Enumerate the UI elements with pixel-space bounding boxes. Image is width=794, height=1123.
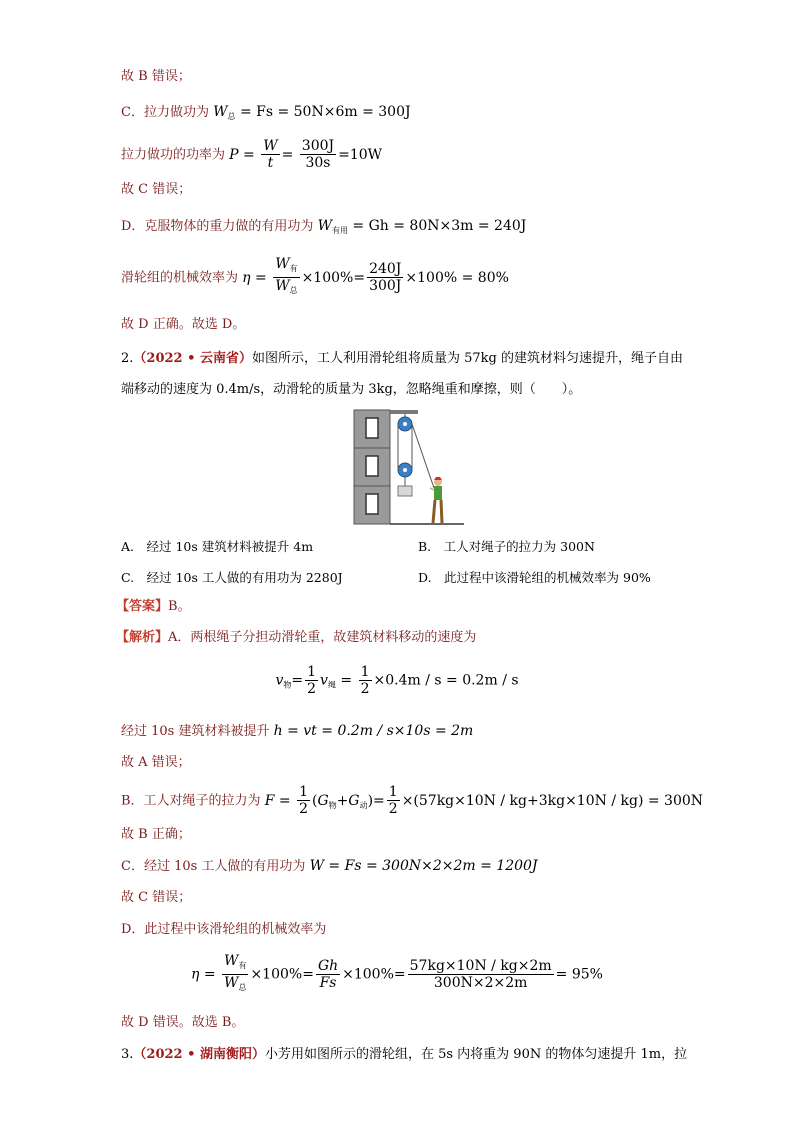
analysis-a: 【解析】A．两根绳子分担动滑轮重，故建筑材料移动的速度为 <box>116 630 477 645</box>
power-equation: 拉力做功的功率为 P = $\frac{W}{t}$ = $\frac{300J}{30s}$ =10W <box>121 138 383 171</box>
efficiency-equation: 滑轮组的机械效率为 η = $\frac{W_有}{W_总}$ ×100%= $\frac{240J}{300J}$ ×100% = 80% <box>121 256 509 295</box>
answer-line: 【答案】B。 <box>116 599 191 614</box>
useful-work-line: C．经过 10s 工人做的有用功为 W = Fs = 300N×2×2m = 1200J <box>121 858 538 874</box>
text-line: 故 D 错误。故选 B。 <box>121 1015 245 1030</box>
text-line: 故 A 错误； <box>121 755 191 770</box>
text-line: 故 B 错误； <box>121 69 191 84</box>
velocity-equation: $v_物=$ $\frac{1}{2}$ $v_绳$ = $\frac{1}{2}$ ×0.4m / s = 0.2m / s <box>275 664 519 697</box>
text-line: 故 D 正确。故选 D。 <box>121 317 246 332</box>
question-2-stem-cont: 端移动的速度为 0.4m/s，动滑轮的质量为 3kg，忽略绳重和摩擦，则（ ）。 <box>121 382 582 397</box>
text-line: D．此过程中该滑轮组的机械效率为 <box>121 922 327 937</box>
work-equation: C．拉力做功为 $W_总 = Fs = 50N\times 6m = 300J$ <box>121 104 411 121</box>
option-b: B. 工人对绳子的拉力为 300N <box>418 539 595 554</box>
option-c: C. 经过 10s 工人做的有用功为 2280J <box>121 570 343 585</box>
useful-work-equation: D．克服物体的重力做的有用功为 $W_{有用} = Gh = 80N\times 3m = 240J$ <box>121 218 527 235</box>
tension-equation: B．工人对绳子的拉力为 F = $\frac{1}{2}$ $(G_物+G_动)=$ $\frac{1}{2}$ ×(57kg×10N / kg+3kg×10N / kg) = 300N <box>121 784 704 817</box>
efficiency-final-equation: η = $\frac{W_有}{W_总}$ ×100%= $\frac{Gh}{Fs}$ ×100%= $\frac{57kg\times 10N / kg\times 2m}{300N\times 2\times 2m}$ = 95% <box>191 953 603 992</box>
displacement-line: 经过 10s 建筑材料被提升 h = vt = 0.2m / s×10s = 2m <box>121 723 474 739</box>
option-a: A. 经过 10s 建筑材料被提升 4m <box>121 539 314 554</box>
text-line: 故 C 错误； <box>121 182 192 197</box>
question-3-stem: 3.（2022 • 湖南衡阳）小芳用如图所示的滑轮组，在 5s 内将重为 90N 的物体匀速提升 1m，拉 <box>121 1047 688 1062</box>
option-d: D. 此过程中该滑轮组的机械效率为 90% <box>418 570 651 585</box>
pulley-figure <box>352 406 466 526</box>
question-2-stem: 2.（2022 • 云南省）如图所示，工人利用滑轮组将质量为 57kg 的建筑材料匀速提升，绳子自由 <box>121 351 683 366</box>
text-line: 故 B 正确； <box>121 827 191 842</box>
text-line: 故 C 错误； <box>121 890 192 905</box>
